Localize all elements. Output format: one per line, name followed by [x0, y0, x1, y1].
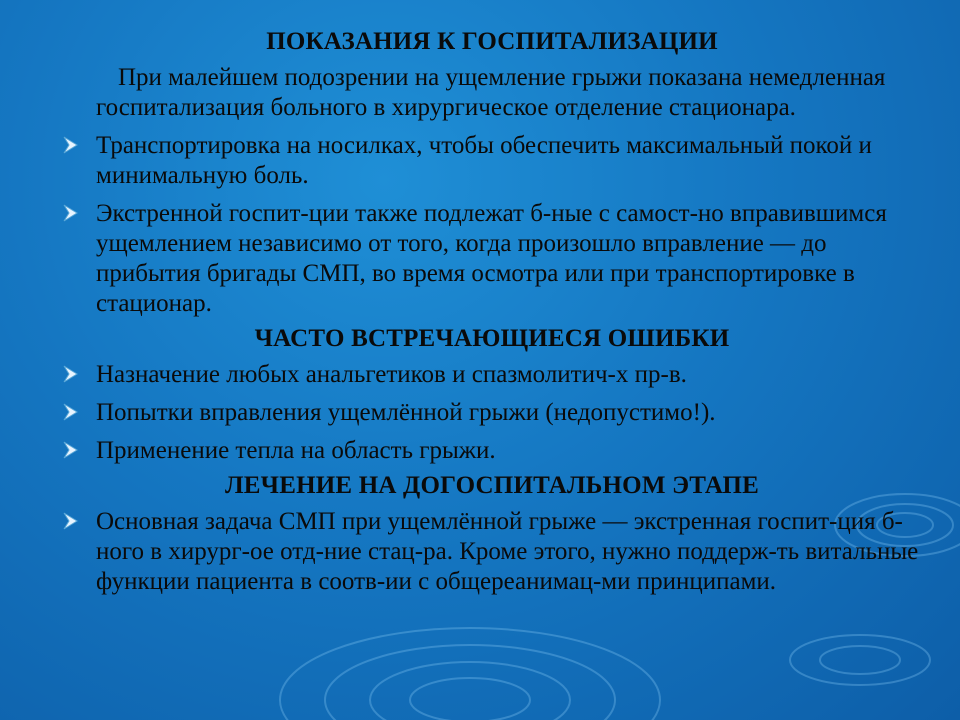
heading-hospitalization: ПОКАЗАНИЯ К ГОСПИТАЛИЗАЦИИ — [266, 28, 718, 55]
arrowhead-bullet-icon — [62, 439, 80, 461]
bullet-text: Попытки вправления ущемлённой грыжи (недопустимо!). — [96, 399, 716, 426]
arrowhead-bullet-icon — [62, 134, 80, 156]
bullet-item — [62, 436, 922, 466]
slide-content — [62, 26, 922, 605]
intro-paragraph — [62, 63, 922, 123]
heading-prehospital-treatment: ЛЕЧЕНИЕ НА ДОГОСПИТАЛЬНОМ ЭТАПЕ — [224, 472, 760, 499]
arrowhead-bullet-icon — [62, 363, 80, 385]
bullet-text: Основная задача СМП при ущемлённой грыже — экстренная госпит-ция б-ного в хирург-ое отд-ние стац-ра. Кроме этого, нужно поддерж-ть витальные функции пациента в соотв-ии с общереанимац-ми принципами. — [96, 508, 919, 595]
arrowhead-bullet-icon — [62, 510, 80, 532]
bullet-item — [62, 398, 922, 428]
bullet-item — [62, 199, 922, 319]
bullet-item — [62, 360, 922, 390]
arrowhead-bullet-icon — [62, 401, 80, 423]
arrowhead-bullet-icon — [62, 202, 80, 224]
intro-paragraph-text: При малейшем подозрении на ущемление грыжи показана немедленная госпитализация больного в хирургическое отделение стационара. — [96, 64, 886, 121]
bullet-item — [62, 507, 922, 597]
bullet-text: Транспортировка на носилках, чтобы обеспечить максимальный покой и минимальную боль. — [96, 132, 872, 189]
bullet-text: Назначение любых анальгетиков и спазмолитич-х пр-в. — [96, 361, 687, 388]
heading-common-errors: ЧАСТО ВСТРЕЧАЮЩИЕСЯ ОШИБКИ — [254, 325, 730, 352]
bullet-text: Применение тепла на область грыжи. — [96, 437, 496, 464]
bullet-text: Экстренной госпит-ции также подлежат б-ные с самост-но вправившимся ущемлением независимо от того, когда произошло вправление — до прибытия бригады СМП, во время осмотра или при транспортировке в стационар. — [96, 200, 887, 317]
bullet-item — [62, 131, 922, 191]
